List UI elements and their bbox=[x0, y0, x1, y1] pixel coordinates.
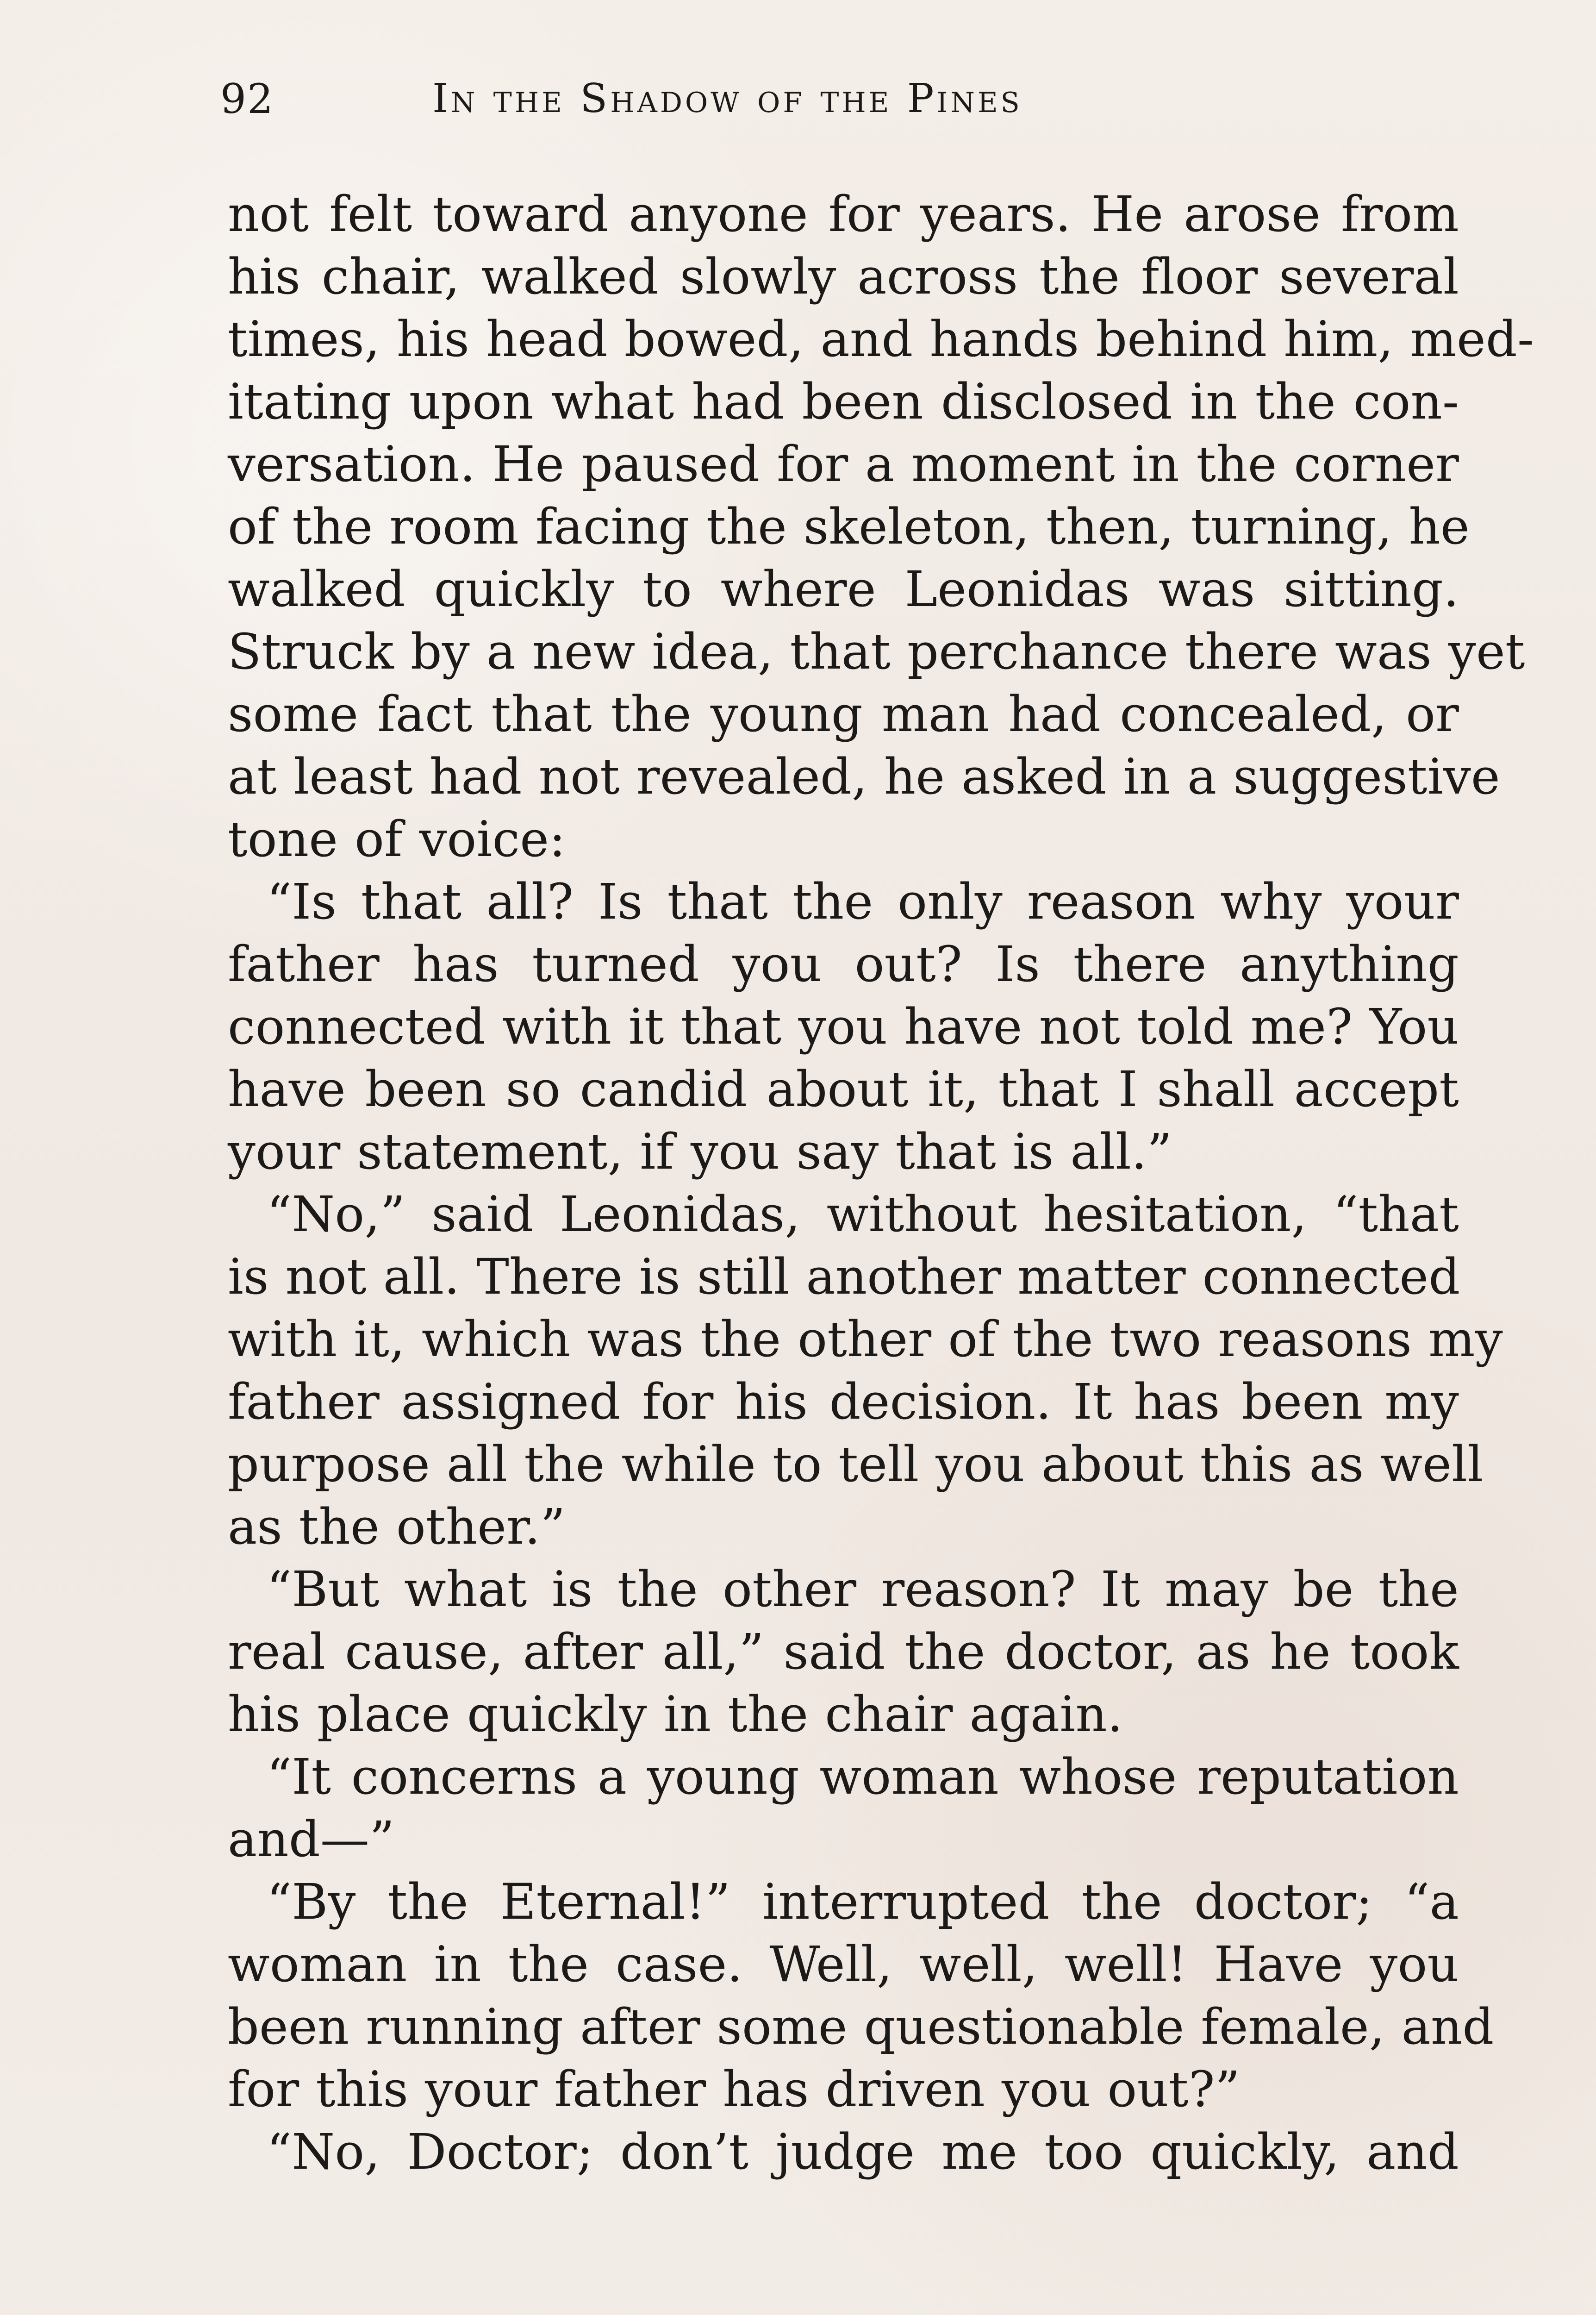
text-line: have been so candid about it, that I shall accept bbox=[228, 1061, 1459, 1118]
text-line: times, his head bowed, and hands behind him, med- bbox=[228, 311, 1534, 368]
text-line: some fact that the young man had concealed, or bbox=[228, 686, 1459, 743]
text-line: as the other.” bbox=[228, 1498, 566, 1555]
text-line: your statement, if you say that is all.” bbox=[228, 1123, 1172, 1180]
text-line: “But what is the other reason? It may be the bbox=[267, 1561, 1459, 1618]
text-line: versation. He paused for a moment in the corner bbox=[228, 436, 1459, 493]
body-text bbox=[228, 183, 1534, 2183]
text-line: his chair, walked slowly across the floor several bbox=[228, 248, 1459, 305]
text-line: itating upon what had been disclosed in the con- bbox=[228, 373, 1459, 430]
page-header bbox=[220, 75, 1456, 134]
text-line: his place quickly in the chair again. bbox=[228, 1686, 1123, 1743]
text-line: “By the Eternal!” interrupted the doctor; “a bbox=[267, 1873, 1459, 1930]
text-line: tone of voice: bbox=[228, 811, 566, 868]
text-line: father has turned you out? Is there anything bbox=[228, 936, 1459, 993]
text-line: not felt toward anyone for years. He arose from bbox=[228, 186, 1459, 243]
text-line: at least had not revealed, he asked in a suggestive bbox=[228, 748, 1500, 805]
text-line: woman in the case. Well, well, well! Have you bbox=[228, 1936, 1459, 1993]
page-number: 92 bbox=[220, 75, 274, 123]
text-line: Struck by a new idea, that perchance there was yet bbox=[228, 623, 1525, 680]
text-line: for this your father has driven you out?” bbox=[228, 2061, 1241, 2118]
text-line: “No, Doctor; don’t judge me too quickly, and bbox=[267, 2123, 1459, 2180]
text-line: and—” bbox=[228, 1811, 395, 1868]
text-line: of the room facing the skeleton, then, turning, he bbox=[228, 498, 1470, 555]
text-line: is not all. There is still another matter connected bbox=[228, 1248, 1460, 1305]
text-line: “Is that all? Is that the only reason why your bbox=[267, 873, 1459, 930]
running-title: In the Shadow of the Pines bbox=[432, 75, 1022, 122]
text-line: connected with it that you have not told me? You bbox=[228, 998, 1459, 1055]
text-line: “It concerns a young woman whose reputation bbox=[267, 1748, 1459, 1805]
text-line: been running after some questionable female, and bbox=[228, 1998, 1494, 2055]
text-line: with it, which was the other of the two reasons my bbox=[228, 1311, 1503, 1368]
text-line: purpose all the while to tell you about this as well bbox=[228, 1436, 1484, 1493]
text-line: real cause, after all,” said the doctor, as he took bbox=[228, 1623, 1459, 1680]
text-line: father assigned for his decision. It has been my bbox=[228, 1373, 1459, 1430]
text-line: walked quickly to where Leonidas was sitting. bbox=[228, 561, 1459, 618]
text-line: “No,” said Leonidas, without hesitation, “that bbox=[267, 1186, 1459, 1243]
